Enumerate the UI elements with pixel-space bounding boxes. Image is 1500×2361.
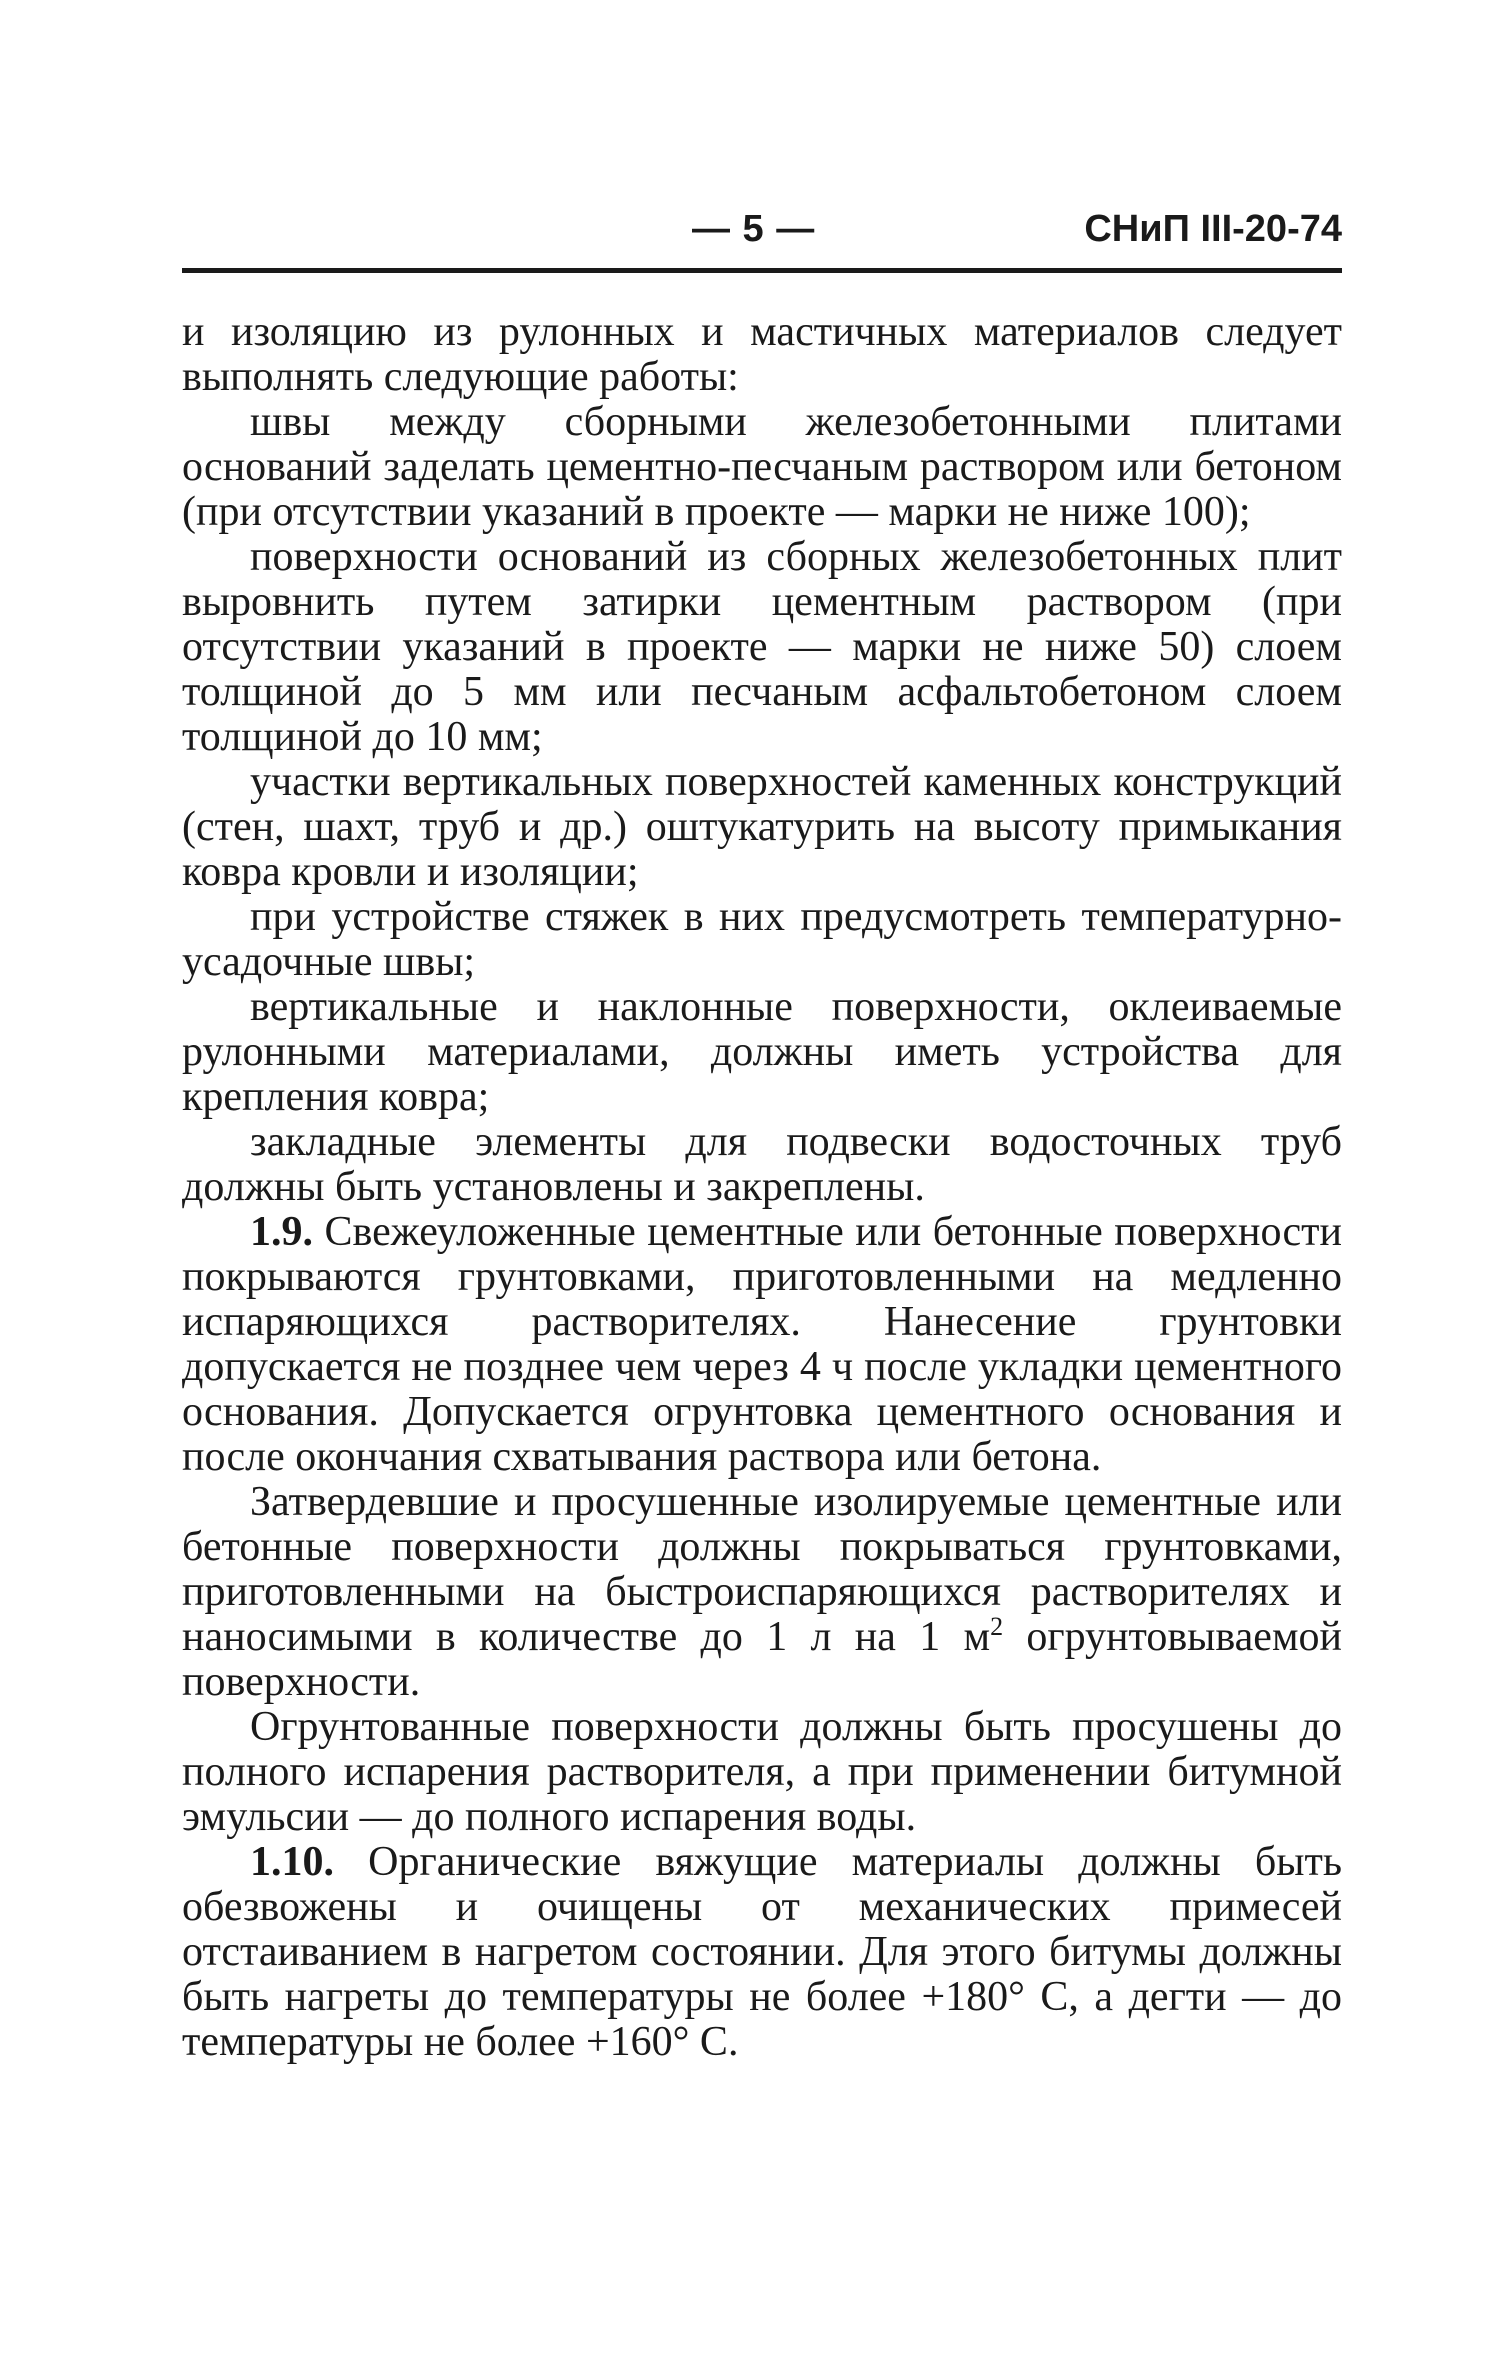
document-body xyxy=(182,310,1342,2065)
clause-1-9 xyxy=(182,1210,1342,1480)
paragraph: закладные элементы для подвески водосточных труб должны быть установлены и закреплены. xyxy=(182,1119,1342,1210)
clause-number: 1.9. xyxy=(250,1209,313,1255)
paragraph: и изоляцию из рулонных и мастичных материалов следует выполнять следующие работы: xyxy=(182,309,1342,400)
header-rule xyxy=(182,268,1342,273)
paragraph: Огрунтованные поверхности должны быть просушены до полного испарения растворителя, а при применении битумной эмульсии — до полного испарения воды. xyxy=(182,1704,1342,1840)
page-number: — 5 — xyxy=(692,208,816,250)
paragraph: участки вертикальных поверхностей каменных конструкций (стен, шахт, труб и др.) оштукатурить на высоту примыкания ковра кровли и изоляции; xyxy=(182,759,1342,895)
document-code: СНиП III-20-74 xyxy=(1084,208,1342,250)
superscript: 2 xyxy=(990,1612,1004,1641)
paragraph: швы между сборными железобетонными плитами оснований заделать цементно-песчаным раствором или бетоном (при отсутствии указаний в проекте — марки не ниже 100); xyxy=(182,399,1342,535)
clause-text: Органические вяжущие материалы должны быть обезвожены и очищены от механических примесей отстаиванием в нагретом состоянии. Для этого битумы должны быть нагреты до температуры не более +180° С, а дегти — до температуры не более +160° С. xyxy=(182,1839,1342,2065)
page-header xyxy=(182,208,1342,268)
clause-text: Свежеуложенные цементные или бетонные поверхности покрываются грунтовками, приготовленными на медленно испаряющихся растворителях. Нанесение грунтовки допускается не позднее чем через 4 ч после укладки цементного основания. Допускается огрунтовка цементного основания и после окончания схватывания раствора или бетона. xyxy=(182,1209,1342,1480)
paragraph xyxy=(182,1480,1342,1705)
paragraph: при устройстве стяжек в них предусмотреть температурно-усадочные швы; xyxy=(182,894,1342,985)
clause-number: 1.10. xyxy=(250,1839,334,1885)
paragraph-text: Затвердевшие и просушенные изолируемые цементные или бетонные поверхности должны покрываться грунтовками, приготовленными на быстроиспаряющихся растворителях и наносимыми в количестве до 1 л на 1 м xyxy=(182,1479,1342,1660)
clause-1-10 xyxy=(182,1840,1342,2065)
paragraph: поверхности оснований из сборных железобетонных плит выровнить путем затирки цементным раствором (при отсутствии указаний в проекте — марки не ниже 50) слоем толщиной до 5 мм или песчаным асфальтобетоном слоем толщиной до 10 мм; xyxy=(182,534,1342,760)
paragraph-text: огрунтовываемой поверхности. xyxy=(182,1614,1342,1705)
paragraph: вертикальные и наклонные поверхности, оклеиваемые рулонными материалами, должны иметь устройства для крепления ковра; xyxy=(182,984,1342,1120)
